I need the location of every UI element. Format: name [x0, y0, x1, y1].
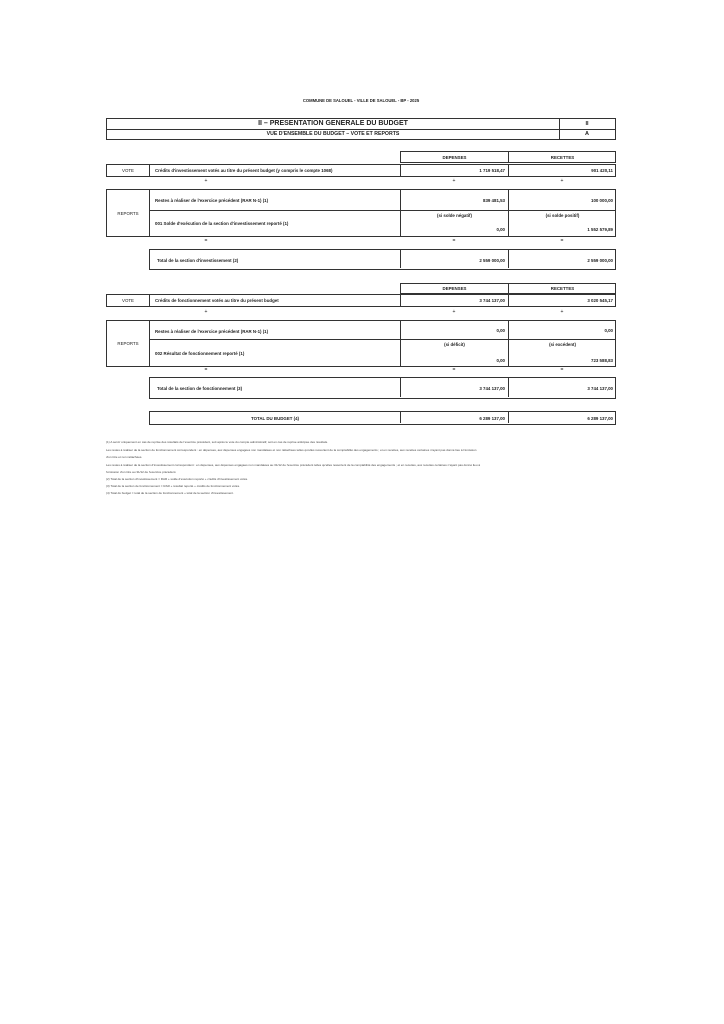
- plus-operator: +: [452, 309, 456, 315]
- footnote: Les restes à réaliser de la section de fonctionnement correspondent : en dépenses, aux dépenses engagées non mandatées et non rattachées telles qu'elles ressortent de la comptabilité des engagements ; et en recettes, aux recettes certaines n'ayant pas donné lieu à l'émission: [106, 448, 477, 452]
- fonct-result-desc: 002 Résultat de fonctionnement reporté (1): [155, 351, 245, 356]
- footnote: (3) Total de la section de fonctionnement = RAR + résultat reporté + crédits de fonctionnement votés.: [106, 484, 240, 488]
- fonct-result-rec: 723 588,83: [591, 358, 613, 363]
- invest-total-row: [149, 249, 616, 270]
- equals-operator: =: [560, 367, 564, 373]
- fonct-total-desc: Total de la section de fonctionnement (3): [157, 386, 243, 391]
- depenses-header: DEPENSES: [442, 286, 467, 291]
- banner-code-1: II: [585, 121, 589, 127]
- banner-hline: [107, 129, 615, 130]
- fonct-rar-rec: 0,00: [604, 328, 613, 333]
- footnote: (2) Total de la section d'investissement = RAR + solde d'exécution reporté + crédits d'investissement votés.: [106, 477, 248, 481]
- total-budget-dep: 6 289 137,00: [479, 416, 505, 421]
- row-divider: [149, 295, 150, 306]
- fonct-total-dep: 3 744 137,00: [479, 386, 505, 391]
- invest-vote-dep: 1 719 518,47: [479, 168, 505, 173]
- invest-vote-desc: Crédits d'investissement votés au titre du présent budget (y compris le compte 1068): [155, 168, 333, 173]
- invest-vote-row: [106, 164, 616, 177]
- fonct-column-headers: [400, 283, 616, 294]
- excedent-label: (si excédent): [549, 342, 576, 347]
- invest-solde-desc: 001 Solde d'exécution de la section d'investissement reporté (1): [155, 221, 289, 226]
- invest-total-desc: Total de la section d'investissement (2): [157, 258, 239, 263]
- invest-reports-label: REPORTS: [117, 211, 139, 216]
- invest-solde-rec: 1 552 579,89: [587, 227, 613, 232]
- footnote: d'un titre et non rattachées.: [106, 455, 143, 459]
- depenses-header: DEPENSES: [442, 155, 467, 160]
- invest-column-headers: [400, 151, 616, 163]
- equals-operator: =: [560, 238, 564, 244]
- fonct-rar-dep: 0,00: [496, 328, 505, 333]
- invest-vote-rec: 901 420,11: [591, 168, 613, 173]
- total-budget-label: TOTAL DU BUDGET (4): [250, 416, 300, 421]
- invest-rar-rec: 100 000,00: [591, 198, 613, 203]
- fonct-total-row: [149, 377, 616, 399]
- fonct-vote-dep: 3 744 137,00: [479, 298, 505, 303]
- footnote: Les restes à réaliser de la section d'investissement correspondent : en dépenses, aux dépenses engagées non mandatées au 31/12 de l'exercice précédent telles qu'elles ressortent de la comptabilité des engagements ; et en recettes, aux recettes certaines n'ayant pas donné lieu à: [106, 463, 481, 467]
- solde-negatif-label: (si solde négatif): [437, 213, 472, 218]
- fonct-reports-block: [106, 320, 616, 367]
- fonct-rar-desc: Restes à réaliser de l'exercice précédent (RAR N-1) (1): [155, 329, 269, 334]
- plus-operator: +: [204, 309, 208, 315]
- invest-total-rec: 2 559 000,00: [587, 258, 613, 263]
- plus-operator: +: [560, 178, 564, 184]
- total-budget-rec: 6 289 137,00: [587, 416, 613, 421]
- banner-title: II – PRESENTATION GENERALE DU BUDGET: [258, 120, 408, 127]
- fonct-vote-desc: Crédits de fonctionnement votés au titre du présent budget: [155, 298, 279, 303]
- row-hline: [149, 339, 615, 340]
- footnote: (1) A servir uniquement en cas de reprise des résultats de l'exercice précédent, soit après le vote du compte administratif, soit en cas de reprise anticipée des résultats.: [106, 440, 329, 444]
- plus-operator: +: [452, 178, 456, 184]
- fonct-vote-row: [106, 294, 616, 307]
- banner-code-2: A: [585, 131, 589, 137]
- banner-subtitle: VUE D'ENSEMBLE DU BUDGET – VOTE ET REPORTS: [266, 131, 400, 137]
- fonct-result-dep: 0,00: [496, 358, 505, 363]
- plus-operator: +: [560, 309, 564, 315]
- invest-total-dep: 2 559 000,00: [479, 258, 505, 263]
- equals-operator: =: [204, 238, 208, 244]
- row-divider: [149, 165, 150, 176]
- equals-operator: =: [452, 238, 456, 244]
- recettes-header: RECETTES: [550, 286, 575, 291]
- invest-rar-dep: 839 481,53: [483, 198, 505, 203]
- row-divider: [149, 190, 150, 236]
- row-divider: [149, 321, 150, 366]
- recettes-header: RECETTES: [550, 155, 575, 160]
- document-header: COMMUNE DE SALOUEL - VILLE DE SALOUEL - BP - 2025: [302, 98, 420, 103]
- equals-operator: =: [204, 367, 208, 373]
- invest-vote-label: VOTE: [122, 168, 134, 173]
- deficit-label: (si déficit): [444, 342, 465, 347]
- footnote: (4) Total du budget = total de la section de fonctionnement + total de la section d'investissement.: [106, 491, 234, 495]
- fonct-total-rec: 3 744 137,00: [587, 386, 613, 391]
- plus-operator: +: [204, 178, 208, 184]
- solde-positif-label: (si solde positif): [545, 213, 580, 218]
- invest-solde-dep: 0,00: [496, 227, 505, 232]
- total-budget-row: [149, 411, 616, 425]
- equals-operator: =: [452, 367, 456, 373]
- footnote: l'émission d'un titre au 31/12 de l'exercice précédent.: [106, 470, 177, 474]
- row-hline: [149, 210, 615, 211]
- title-banner: [106, 118, 616, 140]
- invest-reports-block: [106, 189, 616, 237]
- fonct-vote-rec: 3 020 545,17: [587, 298, 613, 303]
- fonct-vote-label: VOTE: [122, 298, 134, 303]
- invest-rar-desc: Restes à réaliser de l'exercice précédent (RAR N-1) (1): [155, 198, 269, 203]
- fonct-reports-label: REPORTS: [117, 341, 139, 346]
